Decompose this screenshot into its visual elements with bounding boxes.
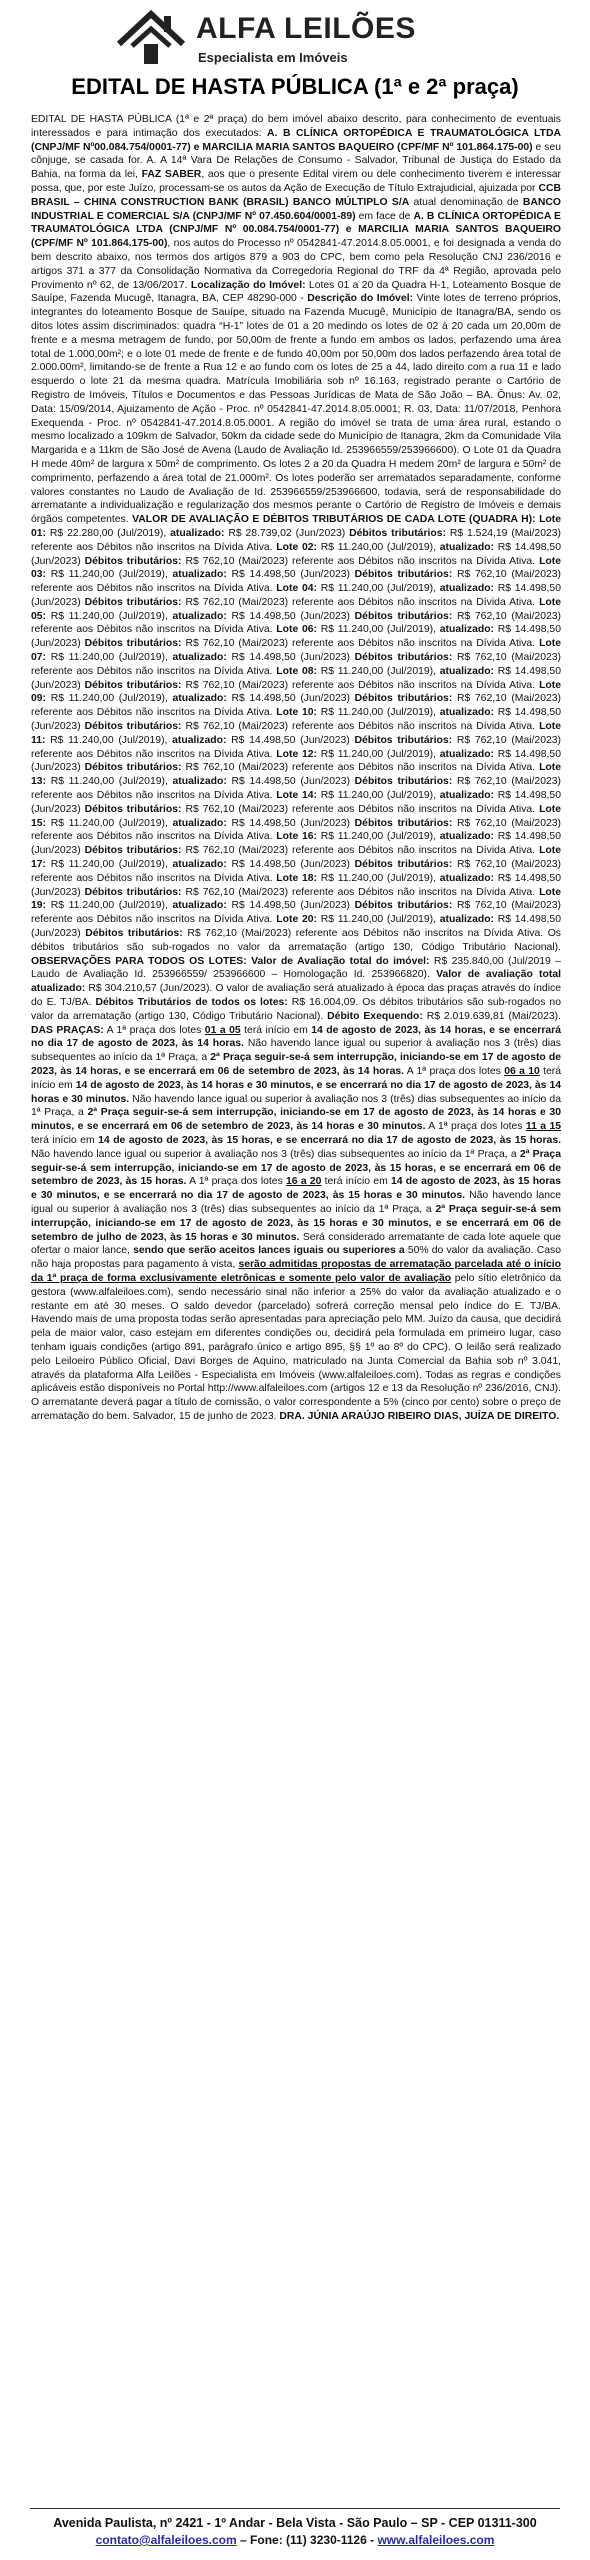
bold-segment: Lote 06:: [276, 624, 317, 636]
text-segment: R$ 14.498,50 (Jun/2023): [31, 914, 561, 940]
text-segment: R$ 14.498,50 (Jun/2023): [226, 693, 355, 705]
text-segment: R$ 762,10 (Mai/2023) referente aos Débitos não inscritos na Dívida Ativa.: [181, 679, 540, 691]
bold-segment: Débitos Tributários de todos os lotes:: [95, 997, 288, 1008]
bold-segment: Débitos tributários:: [354, 776, 453, 788]
text-segment: R$ 14.498,50 (Jun/2023): [31, 872, 561, 898]
text-segment: R$ 16.004,09. Os débitos tributários são sub-rogados no valor da arrematação (artigo 130, Código Tributário Nacional).: [31, 997, 561, 1022]
bold-segment: Lote 07:: [31, 638, 561, 664]
bold-segment: 06 a 10: [504, 1065, 540, 1077]
bold-segment: 2ª Praça seguir-se-á sem interrupção, iniciando-se em 17 de agosto de 2023, às 14 horas e 30 minutos, e se encerrará em 06 de setembro de 2023, às 14 horas e 30 minutos.: [31, 1107, 561, 1133]
text-segment: R$ 14.498,50 (Jun/2023): [226, 734, 355, 746]
bold-segment: 16 a 20: [286, 1176, 322, 1188]
text-segment: Não havendo lance igual ou superior à avaliação nos 3 (três) dias subsequentes ao início da 1ª Praça, a: [31, 1148, 520, 1160]
bold-segment: atualizado:: [172, 693, 227, 705]
bold-segment: Débitos tributários:: [84, 596, 182, 608]
bold-segment: Débitos tributários:: [354, 569, 453, 581]
bold-segment: atualizado:: [439, 748, 495, 760]
bold-segment: OBSERVAÇÕES PARA TODOS OS LOTES: Valor de Avaliação total do imóvel:: [31, 955, 430, 967]
bold-segment: Lote 14:: [276, 790, 317, 802]
bold-segment: A. B CLÍNICA ORTOPÉDICA E TRAUMATOLÓGICA LTDA (CNPJ/MF Nº00.084.754/0001-77) e MARCILIA MARIA SANTOS BAQUEIRO (CPF/MF Nº 101.864.175-00): [31, 127, 561, 153]
text-segment: , aos que o presente Edital virem ou dele conhecimento tiverem e interessar possa, que, por este Juízo, processam-se os autos da Ação de Execução de Título Extrajudicial, ajuizada por: [31, 169, 561, 194]
footer-address: Avenida Paulista, nº 2421 - 1º Andar - Bela Vista - São Paulo – SP - CEP 01311-300: [53, 2516, 537, 2530]
bold-segment: Lote 20:: [276, 914, 317, 926]
bold-segment: sendo que serão aceitos lances iguais ou superiores a: [133, 1245, 405, 1257]
text-segment: terá início em: [321, 1176, 391, 1188]
bold-segment: CCB BRASIL – CHINA CONSTRUCTION BANK (BRASIL) BANCO MÚLTIPLO S/A: [31, 182, 561, 208]
bold-segment: atualizado:: [439, 665, 495, 677]
bold-segment: atualizado:: [439, 707, 495, 719]
footer-separator: – Fone:: [236, 2533, 287, 2547]
bold-segment: atualizado:: [172, 569, 227, 581]
text-segment: Não havendo lance igual ou superior à avaliação nos 3 (três) dias subsequentes ao início da 1ª Praça, a: [31, 1038, 562, 1064]
text-segment: R$ 11.240,00 (Jul/2019),: [46, 569, 173, 581]
bold-segment: 11 a 15: [525, 1121, 562, 1133]
footer-phone: (11) 3230-1126: [286, 2533, 367, 2547]
text-segment: R$ 11.240,00 (Jul/2019),: [316, 790, 440, 802]
header: [0, 0, 590, 110]
bold-segment: 14 de agosto de 2023, às 14 horas e 30 minutos, e se encerrará no dia 17 de agosto de 2023, às 14 horas e 30 minutos.: [31, 1079, 562, 1105]
bold-segment: 14 de agosto de 2023, às 15 horas e 30 minutos, e se encerrará no dia 17 de agosto de 2023, às 15 horas e 30 minutos.: [31, 1176, 561, 1202]
bold-segment: Lote 13:: [31, 762, 561, 788]
text-segment: R$ 11.240,00 (Jul/2019),: [316, 624, 440, 636]
bold-segment: Lote 01:: [31, 514, 561, 539]
text-segment: R$ 11.240,00 (Jul/2019),: [316, 914, 440, 926]
bold-segment: Lote 12:: [276, 748, 317, 760]
bold-segment: atualizado:: [172, 817, 227, 829]
bold-segment: atualizado:: [439, 872, 495, 884]
bold-segment: Débitos tributários:: [354, 652, 453, 664]
bold-segment: atualizado:: [172, 776, 227, 788]
text-segment: R$ 11.240,00 (Jul/2019),: [316, 583, 440, 595]
bold-segment: atualizado:: [439, 914, 495, 926]
bold-segment: Lote 15:: [31, 803, 561, 829]
brand-tagline: Especialista em Imóveis: [198, 50, 348, 65]
text-segment: atual denominação de: [409, 196, 523, 208]
text-segment: Lotes 01 a 20 da Quadra H-1, Loteamento Bosque de Sauípe, Fazenda Mucugê, Itanagra, BA, CEP 48290-000 -: [31, 279, 562, 305]
bold-segment: BANCO INDUSTRIAL E COMERCIAL S/A (CNPJ/MF Nº 07.450.604/0001-89): [31, 196, 561, 222]
bold-segment: atualizado:: [439, 583, 495, 595]
bold-segment: Débitos tributários:: [354, 817, 453, 829]
bold-segment: Débitos tributários:: [84, 803, 182, 815]
text-segment: Vinte lotes de terreno próprios, integrantes do loteamento Bosque de Sauípe, situado na Fazenda Mucugê, Município de Itanagra/BA, sendo os ditos lotes assim discriminados: quadra “H-1” lotes de 01 a 20 medindo os lotes de 02 à 20 cada um 20,00m de frente e a mesma metragem de fundo, por 50,00m de frente a fundo em ambos os lados, perfazendo uma área total de 1.000,00m²; e o lote 01 mede de frente e de fundo 40,00m por 50,00m dos lados perfazendo área total de 2.000.00m², limitando-se de frente a Rua 12 e ao fundo com os lotes de 25 a 44, lado direito com a rua 11 e lado esquerdo o lote 21 da mesma quadra. Matrícula Imobiliária sob nº 16.163, registrado perante o Cartório de Registro de Imóveis, Títulos e Documentos e das Pessoas Jurídicas de Mata de São João – BA. Ônus: Av. 02, Data: 15/09/2014, Ajuizamento de Ação - Proc. nº 0542841-47.2014.8.05.0001; R. 03, Data: 11/07/2018, Penhora Exequenda - Proc. nº 0542841-47.2014.8.05.0001. A região do imóvel se trata de uma área rural, estando o mesmo localizado a 109km de Salvador, 50km da cidade sede do Município de Itanagra, 2km da Comunidade Vila Margarida e a 11km de São José de Avena (Laudo de Avaliação Id. 253966559/253966600). O Lote 01 da Quadra H mede 40m² de largura x 50m² de comprimento. Os lotes 2 a 20 da Quadra H medem 20m² de largura e 50m² de comprimento, perfazendo a área total de 21.000m². Os lotes poderão ser arrematados separadamente, conforme valores constantes no Laudo de Avaliação de Id. 253966559/253966600, todavia, será de responsabilidade do arrematante a individualização e regularização dos mesmos perante o Cartório de Registro de Imóveis e demais órgãos competentes.: [31, 293, 561, 526]
text-segment: R$ 14.498,50 (Jun/2023): [31, 790, 561, 815]
bold-segment: 14 de agosto de 2023, às 14 horas, e se encerrará no dia 17 de agosto de 2023, às 14 horas.: [31, 1024, 561, 1050]
text-segment: EDITAL DE HASTA PÚBLICA (1ª e 2ª praça) do bem imóvel abaixo descrito, para conhecimento de eventuais interessados e para intimação dos executados:: [31, 114, 561, 139]
bold-segment: Débitos tributários:: [354, 610, 453, 622]
bold-segment: Valor de avaliação total atualizado:: [31, 969, 561, 995]
text-segment: R$ 762,10 (Mai/2023) referente aos Débitos não inscritos na Dívida Ativa.: [181, 762, 540, 774]
text-segment: R$ 762,10 (Mai/2023) referente aos Débitos não inscritos na Dívida Ativa.: [181, 845, 540, 857]
text-segment: R$ 11.240,00 (Jul/2019),: [46, 610, 173, 622]
text-segment: R$ 762,10 (Mai/2023) referente aos Débitos não inscritos na Dívida Ativa.: [181, 638, 540, 650]
bold-segment: Localização do Imóvel:: [190, 279, 306, 291]
bold-segment: atualizado:: [172, 652, 227, 664]
bold-segment: Débitos tributários:: [84, 845, 182, 857]
bold-segment: atualizado:: [439, 831, 495, 843]
bold-segment: DAS PRAÇAS:: [31, 1024, 104, 1036]
footer: [0, 2516, 590, 2547]
footer-email-link[interactable]: contato@alfaleiloes.com: [95, 2533, 237, 2547]
text-segment: R$ 14.498,50 (Jun/2023): [31, 583, 561, 608]
bold-segment: Débitos tributários:: [84, 721, 182, 733]
text-segment: R$ 11.240,00 (Jul/2019),: [316, 707, 440, 719]
text-segment: A 1ª praça dos lotes: [425, 1121, 526, 1133]
text-segment: R$ 11.240,00 (Jul/2019),: [46, 817, 173, 829]
text-segment: R$ 762,10 (Mai/2023) referente aos Débitos não inscritos na Dívida Ativa.: [31, 693, 562, 719]
text-segment: R$ 11.240,00 (Jul/2019),: [316, 541, 440, 553]
bold-segment: Débitos tributários:: [354, 693, 453, 705]
bold-segment: Débitos tributários:: [354, 734, 453, 746]
text-segment: e seu cônjuge, se casada for. A. A 14ª Vara De Relações de Consumo - Salvador, Tribunal de Justiça do Estado da Bahia, na forma da lei,: [31, 141, 561, 181]
bold-segment: Descrição do Imóvel:: [307, 293, 414, 305]
logo: [116, 8, 476, 70]
footer-divider: [30, 2508, 560, 2509]
text-segment: R$ 14.498,50 (Jun/2023): [226, 569, 355, 581]
bold-segment: atualizado:: [439, 790, 495, 802]
text-segment: R$ 14.498,50 (Jun/2023): [31, 831, 561, 857]
bold-segment: atualizado:: [172, 859, 227, 871]
bold-segment: Débitos tributários:: [85, 928, 183, 940]
bold-segment: atualizado:: [439, 624, 495, 636]
bold-segment: Lote 09:: [31, 679, 561, 705]
text-segment: R$ 22.280,00 (Jul/2019),: [46, 527, 171, 539]
bold-segment: Débitos tributários:: [354, 900, 453, 912]
bold-segment: Lote 08:: [276, 665, 317, 677]
text-segment: R$ 14.498,50 (Jun/2023): [226, 859, 355, 871]
bold-segment: Débitos tributários:: [84, 555, 182, 567]
bold-segment: Débitos tributários:: [84, 762, 182, 774]
text-segment: R$ 762,10 (Mai/2023) referente aos Débitos não inscritos na Dívida Ativa.: [31, 817, 562, 843]
text-segment: Não havendo lance igual ou superior à avaliação nos 3 (três) dias subsequentes ao início da 1ª Praça, a: [31, 1093, 561, 1119]
text-segment: R$ 762,10 (Mai/2023) referente aos Débitos não inscritos na Dívida Ativa.: [181, 803, 540, 815]
text-segment: R$ 762,10 (Mai/2023) referente aos Débitos não inscritos na Dívida Ativa.: [31, 569, 562, 595]
text-segment: terá início em: [31, 1134, 99, 1146]
bold-segment: Lote 16:: [276, 831, 317, 843]
text-segment: R$ 304.210,57 (Jun/2023). O valor de avaliação será atualizado à época das praças através do índice do E. TJ/BA.: [31, 983, 561, 1008]
text-segment: A 1ª praça dos lotes: [103, 1024, 205, 1036]
edital-text: [31, 113, 561, 1424]
text-segment: R$ 11.240,00 (Jul/2019),: [46, 693, 173, 705]
text-segment: R$ 28.739,02 (Jun/2023): [224, 527, 350, 539]
text-segment: R$ 762,10 (Mai/2023) referente aos Débitos não inscritos na Dívida Ativa.: [181, 886, 540, 898]
bold-segment: Lote 10:: [276, 707, 317, 719]
text-segment: R$ 11.240,00 (Jul/2019),: [46, 900, 173, 912]
text-segment: R$ 11.240,00 (Jul/2019),: [316, 831, 440, 843]
text-segment: R$ 14.498,50 (Jun/2023): [31, 624, 561, 650]
text-segment: R$ 11.240,00 (Jul/2019),: [316, 665, 440, 677]
bold-segment: 14 de agosto de 2023, às 15 horas, e se encerrará no dia 17 de agosto de 2023, às 15 horas.: [98, 1134, 561, 1146]
text-segment: R$ 14.498,50 (Jun/2023): [226, 817, 355, 829]
text-segment: R$ 762,10 (Mai/2023) referente aos Débitos não inscritos na Dívida Ativa.: [31, 610, 562, 636]
bold-segment: atualizado:: [439, 541, 495, 553]
text-segment: R$ 762,10 (Mai/2023) referente aos Débitos não inscritos na Dívida Ativa.: [31, 734, 561, 760]
text-segment: em face de: [355, 210, 414, 222]
bold-segment: atualizado:: [172, 610, 227, 622]
text-segment: R$ 14.498,50 (Jun/2023): [31, 707, 561, 733]
text-segment: R$ 762,10 (Mai/2023) referente aos Débitos não inscritos na Dívida Ativa.: [181, 721, 540, 733]
house-roof-icon: [116, 8, 186, 70]
text-segment: R$ 762,10 (Mai/2023) referente aos Débitos não inscritos na Dívida Ativa.: [181, 596, 540, 608]
text-segment: R$ 14.498,50 (Jun/2023): [31, 665, 561, 691]
text-segment: R$ 14.498,50 (Jun/2023): [226, 652, 355, 664]
text-segment: R$ 762,10 (Mai/2023) referente aos Débitos não inscritos na Dívida Ativa.: [31, 652, 562, 677]
bold-segment: 2ª Praça seguir-se-á sem interrupção, iniciando-se em 17 de agosto de 2023, às 14 horas, e se encerrará em 06 de setembro de 2023, às 14 horas.: [31, 1052, 562, 1077]
text-segment: R$ 762,10 (Mai/2023) referente aos Débitos não inscritos na Dívida Ativa.: [31, 776, 562, 802]
text-segment: R$ 14.498,50 (Jun/2023): [226, 610, 355, 622]
bold-segment: Lote 18:: [276, 872, 317, 884]
text-segment: R$ 11.240,00 (Jul/2019),: [46, 859, 173, 871]
bold-segment: Lote 17:: [31, 845, 561, 871]
text-segment: , nos autos do Processo nº 0542841-47.2014.8.05.0001, e foi designada a venda do bem descrito abaixo, nos termos dos artigos 879 a 903 do CPC, bem como pela Resolução CNJ 236/2016 e artigos 371 a 377 da Consolidação Normativa da Corregedoria Regional do TRF da 4ª Região, aprovada pelo Provimento nº 62, de 13/06/2017.: [31, 238, 561, 291]
text-segment: 50% do valor da avaliação. Caso não haja propostas para pagamento à vista,: [31, 1245, 561, 1271]
bold-segment: Débitos tributários:: [84, 886, 182, 898]
text-segment: R$ 2.019.639,81 (Mai/2023).: [422, 1010, 561, 1022]
text-segment: R$ 11.240,00 (Jul/2019),: [316, 748, 440, 760]
text-segment: A 1ª praça dos lotes: [186, 1176, 287, 1188]
bold-segment: Débito Exequendo:: [327, 1010, 423, 1022]
bold-segment: 2ª Praça seguir-se-á sem interrupção, iniciando-se em 17 de agosto de 2023, às 15 horas, e se encerrará em 06 de setembro de 2023, às 15 horas.: [31, 1148, 561, 1188]
text-segment: R$ 762,10 (Mai/2023) referente aos Débitos não inscritos na Dívida Ativa.: [181, 555, 540, 567]
text-segment: R$ 11.240,00 (Jul/2019),: [316, 872, 440, 884]
bold-segment: Débitos tributários:: [354, 859, 453, 871]
bold-segment: A. B CLÍNICA ORTOPÉDICA E TRAUMATOLÓGICA LTDA (CNPJ/MF Nº 00.084.754/0001-77) e MARCILIA MARIA SANTOS BAQUEIRO (CPF/MF Nº 101.864.175-00): [31, 210, 561, 250]
text-segment: R$ 14.498,50 (Jun/2023): [226, 900, 355, 912]
bold-segment: FAZ SABER: [141, 169, 202, 181]
text-segment: terá início em: [240, 1024, 312, 1036]
footer-website-link[interactable]: www.alfaleiloes.com: [377, 2533, 495, 2547]
bold-segment: atualizado:: [172, 900, 227, 912]
text-segment: R$ 14.498,50 (Jun/2023): [31, 748, 561, 774]
text-segment: R$ 11.240,00 (Jul/2019),: [46, 652, 173, 664]
text-segment: R$ 11.240,00 (Jul/2019),: [45, 734, 173, 746]
text-segment: A 1ª praça dos lotes: [404, 1065, 505, 1077]
bold-segment: Débitos tributários:: [84, 638, 182, 650]
text-segment: Será considerado arrematante de cada lote aquele que ofertar o maior lance,: [31, 1231, 562, 1257]
footer-separator: -: [366, 2533, 378, 2547]
bold-segment: VALOR DE AVALIAÇÃO E DÉBITOS TRIBUTÁRIOS DE CADA LOTE (QUADRA H):: [132, 514, 536, 526]
edital-body: [31, 113, 561, 1424]
text-segment: pelo sítio eletrônico da gestora (www.alfaleiloes.com), sendo necessário sinal não inferior a 25% do valor da avaliação atualizado e o restante em até 30 meses. O saldo devedor (parcelado) sofrerá correção mensal pelo índice do E. TJ/BA. Havendo mais de uma proposta todas serão apresentadas para apreciação pelo MM. Juízo da causa, que decidirá pela de maior valor, caso estejam em diferentes condições ou, decidirá pela formulada em primeiro lugar, caso tenham iguais condições (artigo 891, parágrafo único e artigo 895, §§ 1º ao 8º do CPC). O leilão será realizado pelo Leiloeiro Público Oficial, Davi Borges de Aquino, matriculado na Junta Comercial da Bahia sob nº 3.041, através da plataforma Alfa Leilões - Especialista em Imóveis (www.alfaleiloes.com). Todas as regras e condições aplicáveis estão disponíveis no Portal http://www.alfaleiloes.com (artigos 12 e 13 da Resolução nº 236/2016, CNJ). O arrematante deverá pagar a título de comissão, o valor correspondente a 5% (cinco por cento) sobre o preço de arrematação do bem. Salvador, 15 de junho de 2023.: [31, 1272, 562, 1422]
bold-segment: atualizado:: [172, 734, 227, 746]
text-segment: Não havendo lance igual ou superior à avaliação nos 3 (três) dias subsequentes ao início da 1ª Praça, a: [31, 1190, 561, 1215]
text-segment: R$ 762,10 (Mai/2023) referente aos Débitos não inscritos na Dívida Ativa.: [31, 859, 562, 884]
text-segment: terá início em: [31, 1065, 562, 1091]
bold-segment: DRA. JÚNIA ARAÚJO RIBEIRO DIAS, JUÍZA DE DIREITO.: [279, 1410, 560, 1422]
bold-segment: Débitos tributários:: [349, 527, 446, 539]
text-segment: R$ 762,10 (Mai/2023) referente aos Débitos não inscritos na Dívida Ativa. Os débitos tributários são sub-rogados no valor da arrematação (artigo 130, Código Tributário Nacional).: [31, 928, 561, 953]
bold-segment: Débitos tributários:: [84, 679, 182, 691]
bold-segment: Lote 03:: [31, 555, 561, 581]
text-segment: R$ 14.498,50 (Jun/2023): [226, 776, 355, 788]
text-segment: R$ 762,10 (Mai/2023) referente aos Débitos não inscritos na Dívida Ativa.: [31, 900, 562, 926]
bold-segment: 01 a 05: [204, 1024, 241, 1036]
page-title: EDITAL DE HASTA PÚBLICA (1ª e 2ª praça): [71, 74, 519, 99]
footer-contact: [0, 2533, 590, 2547]
text-segment: R$ 14.498,50 (Jun/2023): [31, 541, 561, 567]
text-segment: R$ 235.840,00 (Jul/2019 – Laudo de Avaliação Id. 253966559/ 253966600 – Homologação Id. 253966820).: [31, 955, 562, 981]
brand-name: ALFA LEILÕES: [196, 12, 416, 45]
bold-segment: Lote 11:: [31, 721, 561, 746]
bold-segment: Lote 19:: [31, 886, 561, 912]
bold-segment: serão admitidas propostas de arrematação parcelada até o início da 1ª praça de forma exclusivamente eletrônicas e somente pelo valor de avaliação: [31, 1259, 561, 1284]
bold-segment: Lote 05:: [31, 596, 561, 622]
bold-segment: Lote 02:: [276, 541, 317, 553]
text-segment: R$ 1.524,19 (Mai/2023) referente aos Débitos não inscritos na Dívida Ativa.: [31, 527, 561, 553]
bold-segment: atualizado:: [170, 527, 225, 539]
bold-segment: Lote 04:: [276, 583, 317, 595]
text-segment: R$ 11.240,00 (Jul/2019),: [46, 776, 173, 788]
bold-segment: 2ª Praça seguir-se-á sem interrupção, iniciando-se em 17 de agosto de 2023, às 15 horas e 30 minutos, e se encerrará em 06 de setembro de julho de 2023, às 15 horas e 30 minutos.: [31, 1203, 561, 1243]
